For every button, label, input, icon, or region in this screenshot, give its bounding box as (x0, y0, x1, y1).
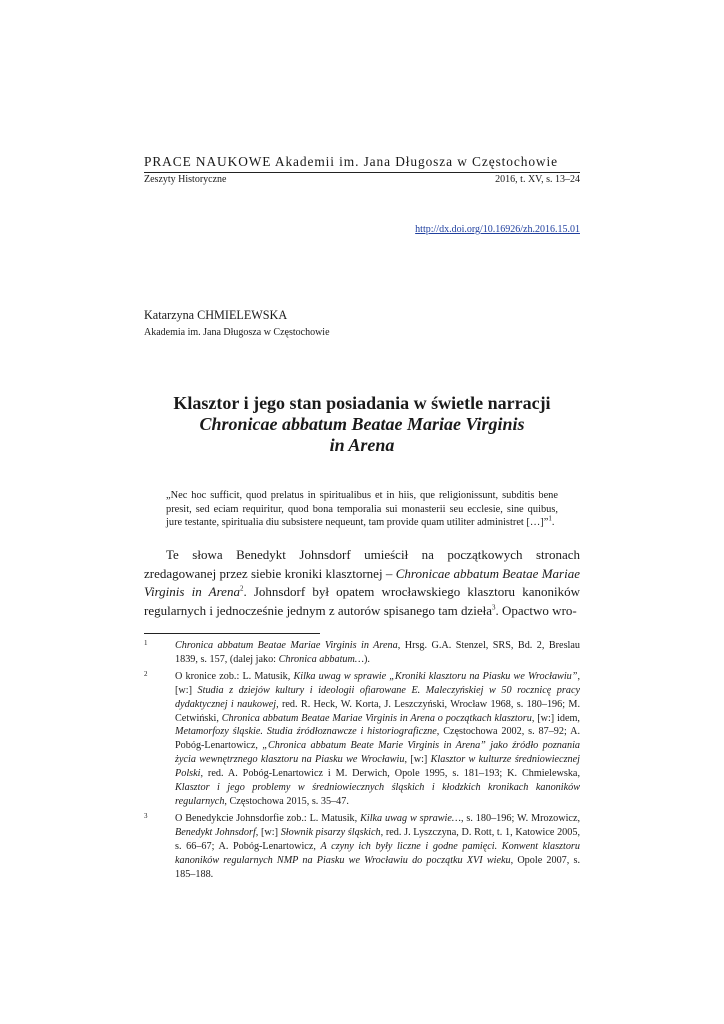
series-name: Zeszyty Historyczne (144, 174, 227, 185)
footnote-ref-2: 2 (239, 584, 244, 593)
title-line-3: in Arena (329, 435, 395, 455)
footnote-text: Metamorfozy śląskie. Studia źródłoznawcze i historiograficzne (175, 726, 437, 738)
footnote-text: Kilka uwag w sprawie… (360, 812, 461, 824)
epigraph-quote: „Nec hoc sufficit, quod prelatus in spiritualibus et in hiis, que religionissunt, subditis bene presit, sed eciam requiritur, quod bona temporalia sui monasterii seu ecclesie, sine quibus, jure testante, spiritualia diu subsistere nequeunt, tam provide quam utiliter administret […]”$^1$. (166, 490, 558, 529)
footnote-text: , [w:] (404, 754, 431, 766)
footnote-text: , [w:] idem, (531, 712, 580, 724)
footnote-ref-3: 3 (492, 603, 496, 612)
footnote-text: , s. 180–196; W. Mrozowicz, (460, 812, 581, 824)
header-rule (144, 172, 580, 173)
footnote-text: O kronice zob.: L. Matusik, (175, 670, 294, 682)
body-text-d: . Opactwo wro- (495, 602, 577, 618)
footnote-text: , red. J. Lyszczyna, D. Rott, t. 1, Katowice 2005, s. 66–67; A. Pobóg-Lenartowicz, (175, 826, 580, 852)
footnote-text: Chronica abbatum Beatae Mariae Virginis in Arena (175, 640, 398, 651)
doi-link[interactable]: http://dx.doi.org/10.16926/zh.2016.15.01 (415, 224, 580, 235)
footnote (144, 812, 580, 882)
footnote-text: ). (363, 653, 370, 665)
footnote-number: 3 (144, 811, 148, 820)
footnote-text: , [w:] (255, 826, 281, 838)
footnote-text: , Opole 2007, s. 185–188. (175, 854, 580, 880)
body-text-a: Te słowa Benedykt Johnsdorf umieścił na początkowych stronach zredagowanej przez siebie kroniki klasztornej – (144, 547, 580, 581)
footnote-text: , Częstochowa 2015, s. 35–47. (224, 795, 349, 807)
title-line-1: Klasztor i jego stan posiadania w świetle narracji (173, 393, 551, 413)
footnote-number: 2 (144, 669, 148, 678)
footnote-text: Kilka uwag w sprawie „Kroniki klasztoru na Piasku we Wrocławiu” (293, 670, 578, 682)
footnote-text: O Benedykcie Johnsdorfie zob.: L. Matusik, (175, 812, 361, 824)
footnote (144, 639, 580, 667)
body-text-chronicle: Chronicae abbatum Beatae Mariae Virginis in Arena (144, 565, 580, 600)
footnote-separator (144, 633, 320, 634)
footnote-text: , Hrsg. G.A. Stenzel, SRS, Bd. 2, Breslau 1839, s. 157, (dalej jako: (175, 640, 580, 665)
author-name: Katarzyna CHMIELEWSKA (144, 308, 288, 322)
footnote-number: 1 (144, 639, 148, 647)
footnote-text: Chronica abbatum Beatae Mariae Virginis in Arena o początkach klasztoru (221, 712, 532, 724)
footnote-text: Klasztor w kulturze średniowiecznej Polski (175, 754, 580, 780)
footnote-text: Chronica abbatum… (278, 653, 364, 665)
volume-info: 2016, t. XV, s. 13–24 (495, 174, 580, 185)
footnote-text: Klasztor i jego problemy w średniowiecznych śląskich i kłodzkich kronikach kanoników regularnych (175, 782, 580, 807)
article-title (144, 393, 580, 456)
title-line-2: Chronicae abbatum Beatae Mariae Virginis (199, 414, 525, 434)
footnote (144, 670, 580, 809)
epigraph-text: „Nec hoc sufficit, quod prelatus in spiritualibus et in hiis, que religionissunt, subditis bene presit, sed eciam requiritur, quod bona temporalia sui monasterii seu ecclesie, sine quibus, jure testante, spiritualia diu subsistere nequeunt, tam provide quam utiliter administret […]” (166, 490, 558, 529)
footnote-text: Benedykt Johnsdorf (175, 826, 256, 838)
footnote-text: , red. R. Heck, W. Korta, J. Leszczyński, Wrocław 1968, s. 180–196; M. Cetwiński, (175, 698, 580, 724)
footnote-text: , [w:] (175, 670, 580, 696)
footnotes-section (144, 639, 580, 884)
footnote-text: , red. A. Pobóg-Lenartowicz i M. Derwich, Opole 1995, s. 181–193; K. Chmielewska, (200, 768, 580, 780)
footnote-text: , Częstochowa 2002, s. 87–92; A. Pobóg-Lenartowicz, (175, 726, 581, 752)
footnote-text: A czyny ich były liczne i godne pamięci. Konwent klasztoru kanoników regularnych NMP na Piasku we Wrocławiu do początku XVI wieku (175, 840, 580, 866)
body-text-c: . Johnsdorf był opatem wrocławskiego klasztoru kanoników regularnych i jednocześnie jednym z autorów spisanego tam dzieła (144, 584, 580, 618)
footnote-text: Studia z dziejów kultury i ideologii ofiarowane E. Maleczyńskiej w 50 rocznicę pracy dydaktycznej i naukowej (175, 684, 580, 710)
footnote-text: Słownik pisarzy śląskich (280, 826, 381, 838)
body-paragraph (144, 546, 580, 620)
author-affiliation: Akademia im. Jana Długosza w Częstochowie (144, 327, 330, 338)
footnote-text: „Chronica abbatum Beate Marie Virginis in Arena” jako źródło poznania życia wewnętrznego klasztoru na Piasku we Wrocławiu (175, 740, 580, 766)
journal-title: PRACE NAUKOWE Akademii im. Jana Długosza w Częstochowie (144, 154, 558, 169)
footnote-ref-1: 1 (548, 514, 552, 523)
